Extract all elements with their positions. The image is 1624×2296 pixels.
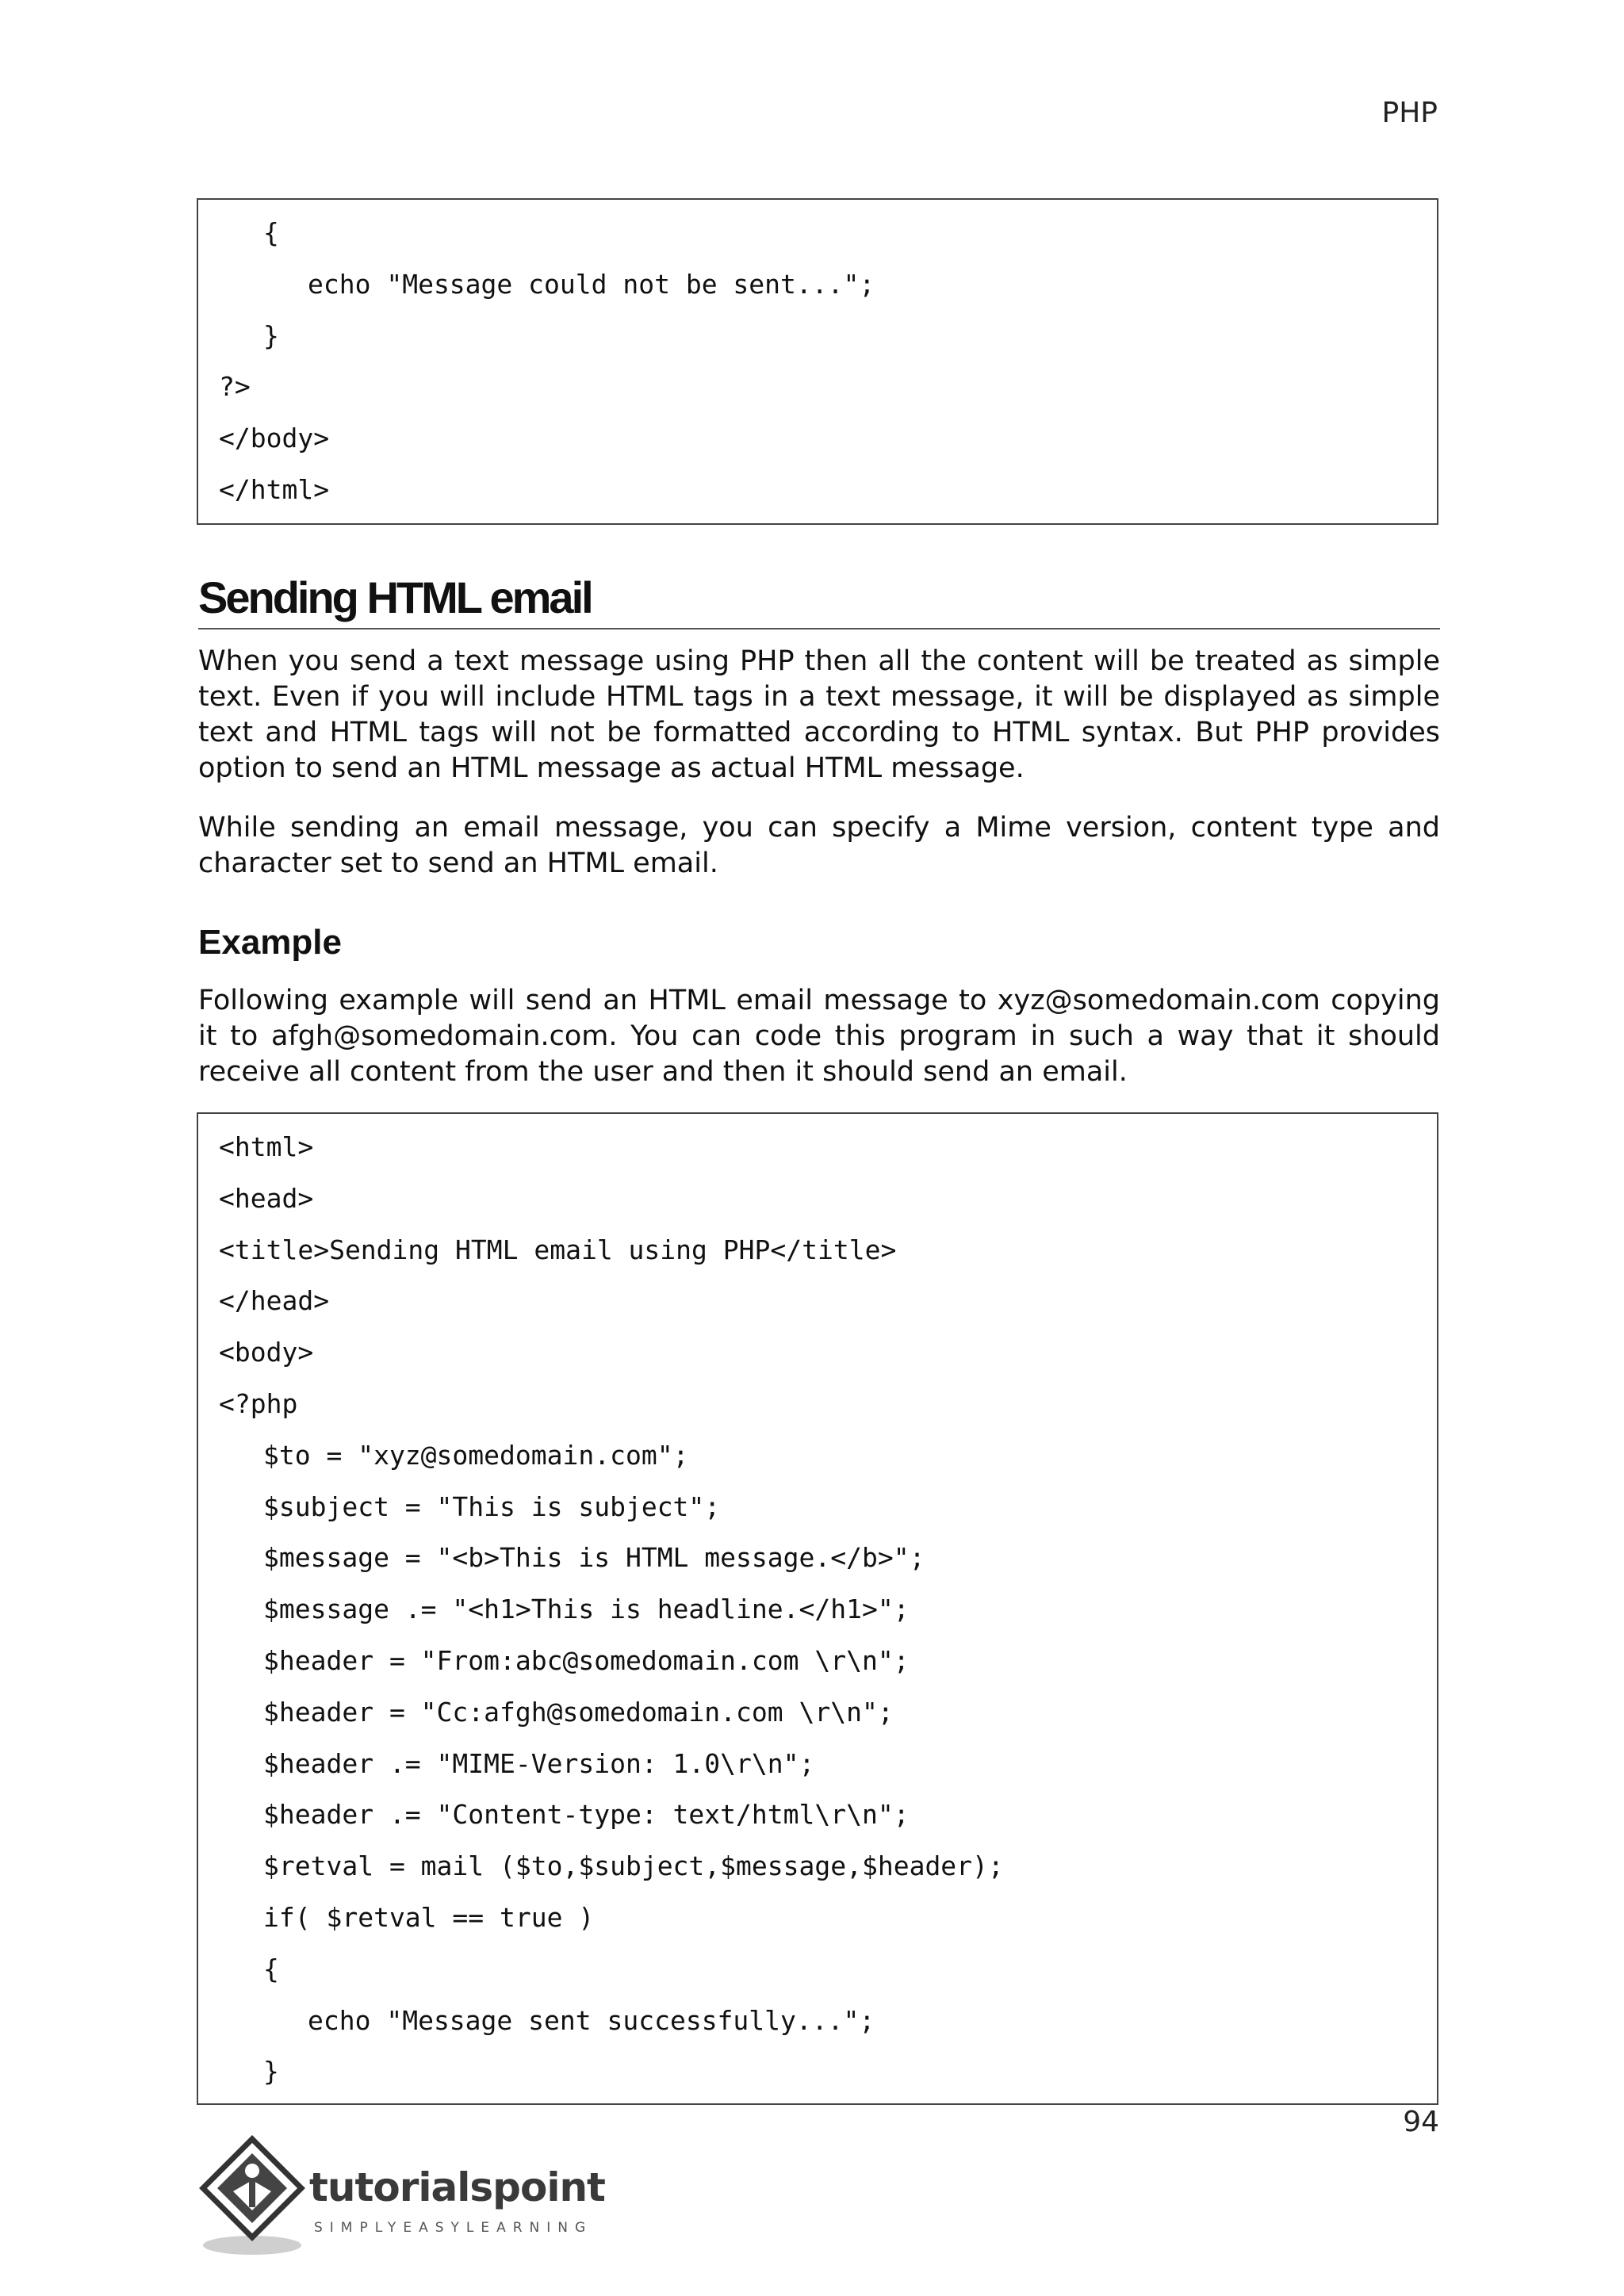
code-line: { [263, 217, 279, 248]
page-number: 94 [1403, 2106, 1439, 2138]
code-block-2 [197, 1112, 1438, 2105]
code-line: echo "Message sent successfully..."; [308, 2004, 875, 2036]
code-line: ?> [219, 371, 251, 403]
paragraph-example: Following example will send an HTML email message to xyz@somedomain.com copying it to afgh@somedomain.com. You can code this program in such a way that it should receive all content from the user and then it should send an email. [198, 985, 1440, 1088]
code-line: </body> [219, 423, 330, 454]
code-line: <head> [219, 1182, 314, 1214]
paragraph-mime: While sending an email message, you can specify a Mime version, content type and character set to send an HTML email. [198, 812, 1440, 879]
code-line: <html> [219, 1131, 314, 1162]
code-line: echo "Message could not be sent..."; [308, 268, 875, 300]
code-line: $subject = "This is subject"; [263, 1490, 721, 1522]
code-line: { [263, 1953, 279, 1984]
code-line: </html> [219, 473, 330, 505]
code-block-1 [197, 198, 1438, 525]
code-line: } [263, 320, 279, 351]
code-line: $retval = mail ($to,$subject,$message,$header); [263, 1850, 1004, 1882]
running-header: PHP [1381, 97, 1438, 129]
code-line: $to = "xyz@somedomain.com"; [263, 1439, 689, 1471]
code-line: </head> [219, 1285, 330, 1317]
code-line: $message .= "<h1>This is headline.</h1>"; [263, 1594, 910, 1625]
code-line: $header = "From:abc@somedomain.com \r\n"; [263, 1644, 910, 1676]
tutorialspoint-logo [197, 2133, 609, 2260]
example-heading: Example [198, 923, 342, 962]
code-line: $header .= "Content-type: text/html\r\n"; [263, 1799, 910, 1831]
paragraph-intro: When you send a text message using PHP then all the content will be treated as simple text. Even if you will include HTML tags in a text message, it will be displayed as simple text and HTML tags will not be formatted according to HTML syntax. But PHP provides option to send an HTML message as actual HTML message. [198, 645, 1440, 784]
section-heading: Sending HTML email [198, 571, 1440, 629]
code-line: <title>Sending HTML email using PHP</title> [219, 1234, 897, 1265]
code-line: <body> [219, 1337, 314, 1368]
logo-diamond-icon [197, 2133, 308, 2260]
code-line: <?php [219, 1387, 298, 1419]
code-line: } [263, 2056, 279, 2087]
code-line: $message = "<b>This is HTML message.</b>"; [263, 1542, 925, 1574]
logo-wordmark: tutorialspoint [309, 2164, 605, 2210]
logo-tagline: SIMPLYEASYLEARNING [314, 2220, 593, 2236]
code-line: if( $retval == true ) [263, 1901, 595, 1933]
code-line: $header .= "MIME-Version: 1.0\r\n"; [263, 1747, 815, 1779]
code-line: $header = "Cc:afgh@somedomain.com \r\n"; [263, 1696, 894, 1728]
